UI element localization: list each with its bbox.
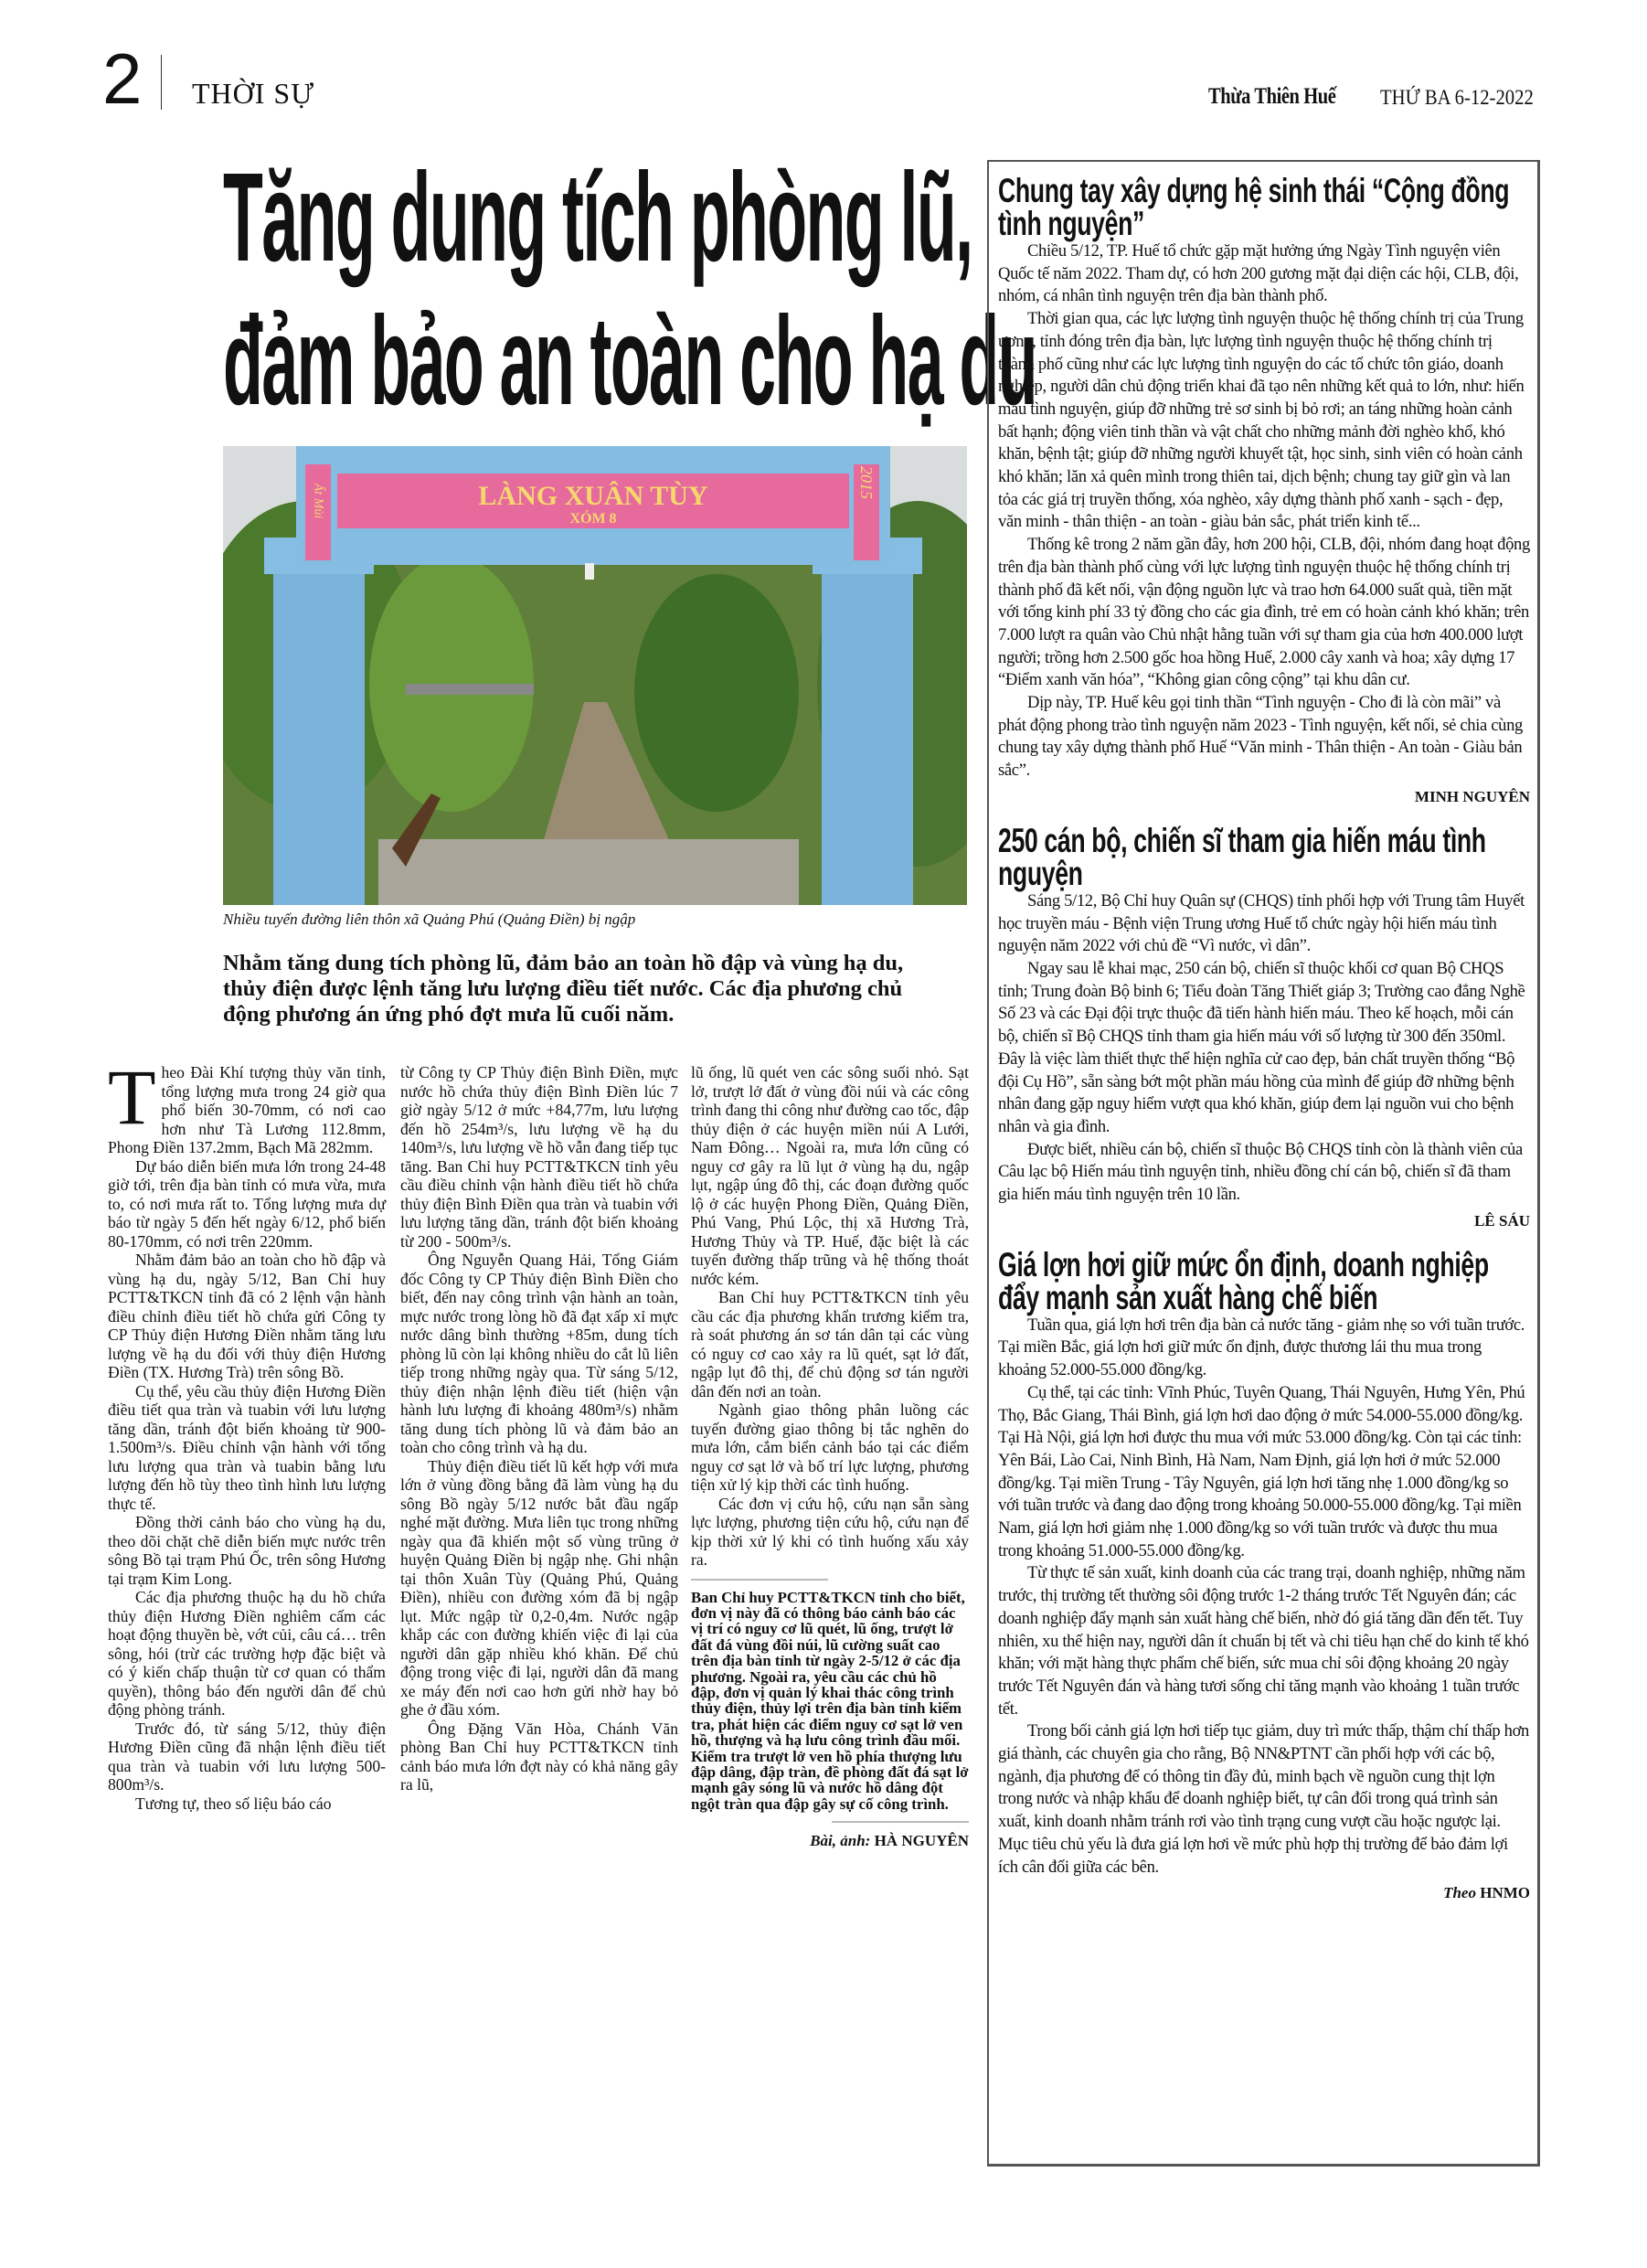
brief-title: 250 cán bộ, chiến sĩ tham gia hiến máu tình nguyện bbox=[998, 821, 1486, 892]
body-paragraph: Các địa phương thuộc hạ du hồ chứa thủy điện Hương Điền nghiêm cấm các hoạt động thuyền bè, vớt củi, câu cá… trên sông, hói (trừ các trường hợp đặc biệt và có ý kiến chấp thuận từ cơ quan có thẩm quyền), thông báo đến người dân để chủ động phòng tránh. bbox=[108, 1588, 386, 1719]
paragraph-text: heo Đài Khí tượng thủy văn tỉnh, tổng lượng mưa trong 24 giờ qua phổ biến 30-70mm, có nơi cao hơn như Tà Lương 112.8mm, Phong Điền 137.2mm, Bạch Mã 282mm. bbox=[108, 1063, 386, 1156]
brief-paragraph: Tuần qua, giá lợn hơi trên địa bàn cả nước tăng - giảm nhẹ so với tuần trước. Tại miền Bắc, giá lợn hơi giữ mức ổn định, được thương lái thu mua trong khoảng 52.000-55.000 đồng/kg. bbox=[998, 1315, 1525, 1380]
brief-paragraph: Được biết, nhiều cán bộ, chiến sĩ thuộc Bộ CHQS tỉnh còn là thành viên của Câu lạc bộ Hiến máu tình nguyện tỉnh, nhiều đồng chí cán bộ, chiến sĩ đã tham gia hiến máu tình nguyện trên 10 lần. bbox=[998, 1139, 1523, 1205]
body-paragraph: Ông Đặng Văn Hòa, Chánh Văn phòng Ban Chỉ huy PCTT&TKCN tỉnh cảnh báo mưa lớn đợt này có khả năng gây ra lũ, bbox=[400, 1719, 678, 1794]
drop-cap: T bbox=[108, 1053, 156, 1141]
sign-main-text: LÀNG XUÂN TÙY bbox=[478, 481, 708, 511]
body-paragraph: Thủy điện điều tiết lũ kết hợp với mưa lớn ở vùng đồng bằng đã làm vùng hạ du sông Bồ ngày 5/12 nước bắt đầu ngấp nghé mặt đường. Mưa liên tục trong những ngày qua đã khiến một số vùng trũng ở huyện Quảng Điền bị ngập nhẹ. Ghi nhận tại thôn Xuân Tùy (Quảng Phú, Quảng Điền), nhiều con đường xóm đã bị ngập lụt. Mức ngập từ 0,2-0,4m. Nước ngập khắp các con đường khiến việc đi lại của người dân gặp nhiều khó khăn. Để chủ động trong việc đi lại, người dân đã mang xe máy đến nơi cao hơn gửi nhờ hay bỏ ghe ở đầu xóm. bbox=[400, 1456, 678, 1719]
body-paragraph: Trước đó, từ sáng 5/12, thủy điện Hương Điền cũng đã nhận lệnh điều tiết qua tràn và tuabin với lưu lượng 500- 800m³/s. bbox=[108, 1719, 386, 1794]
author-name: LÊ SÁU bbox=[1474, 1211, 1530, 1230]
headline-line-2: đảm bảo an toàn cho hạ du bbox=[223, 291, 1036, 431]
issue-date: THỨ BA 6-12-2022 bbox=[1380, 86, 1534, 109]
brief-article bbox=[998, 172, 1530, 806]
brief-paragraph: Thống kê trong 2 năm gần đây, hơn 200 hội, CLB, đội, nhóm đang hoạt động trên địa bàn thành phố cùng với lực lượng tình nguyện thuộc hệ thống chính trị thành phố đã kết nối, vận động nguồn lực và trao hơn 64.000 suất quà, tiền mặt với tổng kinh phí 33 tỷ đồng cho các gia đình, trẻ em có hoàn cảnh khó khăn; trên 7.000 lượt ra quân vào Chủ nhật hằng tuần với sự tham gia của hơn 400.000 lượt người; trồng hơn 2.500 gốc hoa hồng Huế, 2.000 cây xanh và hoa; xây dựng 17 “Điểm xanh văn hóa”, “Không gian công cộng” tại khu dân cư. bbox=[998, 535, 1530, 690]
body-paragraph: Nhằm đảm bảo an toàn cho hồ đập và vùng hạ du, ngày 5/12, Ban Chỉ huy PCTT&TKCN tỉnh đã có 2 lệnh vận hành điều chỉnh điều tiết hồ chứa gửi Công ty CP Thủy điện Hương Điền nhằm tăng lưu lượng về hạ du đối với thủy điện Hương Điền (TX. Hương Trà) trên sông Bồ. bbox=[108, 1251, 386, 1381]
body-column-1 bbox=[108, 1053, 386, 1813]
body-paragraph: Ban Chỉ huy PCTT&TKCN tỉnh yêu cầu các địa phương khẩn trương kiểm tra, rà soát phương án sơ tán dân tại các vùng có nguy cơ cao xảy ra lũ quét, sạt lở đất, ngập lụt đô thị, để chủ động sơ tán người dân đến nơi an toàn. bbox=[691, 1288, 969, 1400]
brief-paragraph: Dịp này, TP. Huế kêu gọi tinh thần “Tình nguyện - Cho đi là còn mãi” và phát động phong trào tình nguyện năm 2023 - Tình nguyện, kết nối, sẻ chia cùng chung tay xây dựng thành phố Huế “Văn minh - Thân thiện - An toàn - Giàu bản sắc”. bbox=[998, 693, 1523, 781]
body-paragraph: từ Công ty CP Thủy điện Bình Điền, mực nước hồ chứa thủy điện Bình Điền lúc 7 giờ ngày 5/12 ở mức +84,77m, lưu lượng đến hồ 254m³/s, lưu lượng về hạ du 140m³/s, lưu lượng về hồ vẫn đang tiếp tục tăng. Ban Chỉ huy PCTT&TKCN tỉnh yêu cầu điều chỉnh vận hành điều tiết hồ chứa thủy điện Bình Điền qua tràn và tuabin với lưu lượng tăng dần, tránh đột biến khoảng từ 200 - 500m³/s. bbox=[400, 1063, 678, 1251]
headline-line-1: Tăng dung tích phòng lũ, bbox=[223, 147, 972, 288]
brief-paragraph: Trong bối cảnh giá lợn hơi tiếp tục giảm, duy trì mức thấp, thậm chí thấp hơn giá thành, các chuyên gia cho rằng, Bộ NN&PTNT cần phối hợp với các bộ, ngành, địa phương để có thông tin đầy đủ, minh bạch về nguồn cung thịt lợn trong nước và nhập khẩu để doanh nghiệp biết, tự cân đối trong quá trình sản xuất, kinh doanh nhằm tránh rơi vào tình trạng cung vượt cầu hoặc ngược lại. Mục tiêu chủ yếu là đưa giá lợn hơi về mức phù hợp thị trường để bảo đảm lợi ích cân đối giữa các bên. bbox=[998, 1721, 1530, 1877]
news-briefs-box bbox=[987, 160, 1540, 2167]
brief-paragraph: Ngay sau lễ khai mạc, 250 cán bộ, chiến sĩ thuộc khối cơ quan Bộ CHQS tỉnh; Trung đoàn Bộ binh 6; Tiểu đoàn Tăng Thiết giáp 3; Trường cao đẳng Nghề Số 23 và các Đại đội trực thuộc đã tiến hành hiến máu. Theo kế hoạch, mỗi cán bộ, chiến sĩ Bộ CHQS tỉnh tham gia hiến máu với số lượng từ 300 đến 350ml. Đây là việc làm thiết thực thể hiện nghĩa cử cao đẹp, bản chất truyền thống “Bộ đội Cụ Hồ”, sẵn sàng bớt một phần máu hồng của mình để giúp đỡ những bệnh nhân đang gặp nguy hiểm vượt qua khó khăn, giúp đem lại nguồn vui cho bệnh nhân và gia đình. bbox=[998, 958, 1525, 1136]
author-prefix: Theo bbox=[1443, 1884, 1476, 1902]
brief-article bbox=[998, 821, 1530, 1230]
newspaper-name: Thừa Thiên Huế bbox=[1208, 84, 1336, 109]
body-paragraph: Đồng thời cảnh báo cho vùng hạ du, theo dõi chặt chẽ diễn biến mực nước trên sông Bồ tại trạm Phú Ốc, trên sông Hương tại trạm Kim Long. bbox=[108, 1513, 386, 1588]
article-byline bbox=[691, 1832, 969, 1851]
body-paragraph: Tương tự, theo số liệu báo cáo bbox=[135, 1794, 332, 1813]
article-lead: Nhằm tăng dung tích phòng lũ, đảm bảo an toàn hồ đập và vùng hạ du, thủy điện được lệnh tăng lưu lượng điều tiết nước. Các địa phương chủ động phương án ứng phó đợt mưa lũ cuối năm. bbox=[223, 951, 904, 1027]
brief-author bbox=[998, 788, 1530, 806]
brief-paragraph: Sáng 5/12, Bộ Chỉ huy Quân sự (CHQS) tỉnh phối hợp với Trung tâm Huyết học truyền máu - Bệnh viện Trung ương Huế tổ chức ngày hội hiến máu tình nguyện năm 2022 với chủ đề “Vì nước, vì dân”. bbox=[998, 890, 1525, 956]
body-paragraph: Dự báo diễn biến mưa lớn trong 24-48 giờ tới, trên địa bàn tỉnh có mưa vừa, mưa to, có nơi mưa rất to. Tổng lượng mưa dự báo từ ngày 5 đến hết ngày 6/12, phổ biến 80-170mm, có nơi trên 220mm. bbox=[108, 1156, 386, 1251]
brief-paragraph: Từ thực tế sản xuất, kinh doanh của các trang trại, doanh nghiệp, những năm trước, thị trường tết thường sôi động trước 1-2 tháng trước Tết Nguyên đán; các doanh nghiệp đẩy mạnh sản xuất hàng chế biến, nhờ đó giá tăng dần đến tết. Tuy nhiên, xu thế hiện nay, người dân ít chuẩn bị tết và chi tiêu hạn chế do kinh tế khó khăn; với mặt hàng thực phẩm chế biến, sức mua chỉ sôi động khoảng 20 ngày trước Tết Nguyên đán và hàng tươi sống chỉ tăng mạnh vào khoảng 1 tuần trước tết. bbox=[998, 1563, 1529, 1719]
right-board-text: 2015 bbox=[857, 466, 876, 499]
body-paragraph: Các đơn vị cứu hộ, cứu nạn sẵn sàng lực lượng, phương tiện cứu hộ, cứu nạn để kịp thời xử lý khi có tình huống xấu xảy ra. bbox=[691, 1494, 969, 1569]
brief-article bbox=[998, 1245, 1530, 1903]
author-name: MINH NGUYÊN bbox=[1414, 787, 1530, 805]
brief-paragraph: Chiều 5/12, TP. Huế tổ chức gặp mặt hưởng ứng Ngày Tình nguyện viên Quốc tế năm 2022. Tham dự, có hơn 200 gương mặt đại diện các hội, CLB, đội, nhóm, cá nhân tình nguyện trên địa bàn thành phố. bbox=[998, 241, 1519, 306]
byline-author: HÀ NGUYÊN bbox=[874, 1832, 969, 1850]
body-column-2 bbox=[400, 1063, 678, 1794]
author-name: HNMO bbox=[1480, 1884, 1530, 1902]
divider bbox=[691, 1579, 828, 1581]
body-paragraph bbox=[108, 1053, 386, 1157]
brief-title: Giá lợn hơi giữ mức ổn định, doanh nghiệp đẩy mạnh sản xuất hàng chế biến bbox=[998, 1245, 1489, 1316]
body-paragraph: Ngành giao thông phân luồng các tuyến đường giao thông bị tắc nghẽn do mưa lớn, cắm biển cảnh báo tại các điểm nguy cơ sạt lở và bố trí lực lượng, phương tiện xử lý kịp thời các tình huống. bbox=[691, 1400, 969, 1494]
sign-sub-text: XÓM 8 bbox=[569, 511, 617, 527]
body-paragraph: lũ ống, lũ quét ven các sông suối nhỏ. Sạt lở, trượt lở đất ở vùng đồi núi và các công trình đang thi công như đường cao tốc, đập thủy điện ở các huyện miền núi A Lưới, Nam Đông… Ngoài ra, mưa lớn cũng có nguy cơ gây ra lũ lụt ở vùng hạ du, ngập lụt, ngập úng đô thị, các đoạn đường quốc lộ ở các huyện Phong Điền, Quảng Điền, Phú Vang, Phú Lộc, thị xã Hương Trà, Hương Thủy và TP. Huế, đặc biệt là các tuyến đường thấp trũng và hệ thống thoát nước kém. bbox=[691, 1063, 969, 1288]
photo-caption: Nhiều tuyến đường liên thôn xã Quảng Phú (Quảng Điền) bị ngập bbox=[223, 910, 636, 928]
article-photo bbox=[223, 446, 967, 905]
brief-title: Chung tay xây dựng hệ sinh thái “Cộng đồng tình nguyện” bbox=[998, 172, 1510, 242]
body-paragraph: Cụ thể, yêu cầu thủy điện Hương Điền điều tiết qua tràn và tuabin với lưu lượng tăng dần, tránh đột biến khoảng từ 900-1.500m³/s. Điều chỉnh vận hành với tổng lưu lượng qua tràn và tuabin bằng lưu lượng đến hồ tùy theo tình hình lưu lượng thực tế. bbox=[108, 1381, 386, 1513]
body-column-3 bbox=[691, 1063, 969, 1851]
brief-author bbox=[998, 1884, 1530, 1902]
page-number: 2 bbox=[102, 38, 143, 119]
header-divider bbox=[161, 55, 162, 110]
brief-paragraph: Cụ thể, tại các tỉnh: Vĩnh Phúc, Tuyên Quang, Thái Nguyên, Hưng Yên, Phú Thọ, Bắc Giang, Thái Bình, giá lợn hơi dao động ở mức 54.000-55.000 đồng/kg. Tại Hà Nội, giá lợn hơi được thu mua với mức 53.000 đồng/kg. Còn tại các tỉnh: Yên Bái, Lào Cai, Ninh Bình, Hà Nam, Nam Định, giá lợn hơi ở mức 52.000 đồng/kg. Tại miền Trung - Tây Nguyên, giá lợn hơi tăng nhẹ 1.000 đồng/kg so với tuần trước và đang dao động trong khoảng 50.000-55.000 đồng/kg. Tại miền Nam, giá lợn hơi giảm nhẹ 1.000 đồng/kg so với tuần trước và được thu mua trong khoảng 51.000-55.000 đồng/kg. bbox=[998, 1382, 1525, 1560]
body-paragraph: Ông Nguyễn Quang Hải, Tổng Giám đốc Công ty CP Thủy điện Bình Điền cho biết, đến nay công trình vận hành an toàn, mực nước trong lòng hồ đã đạt xấp xỉ mực nước dâng bình thường +85m, dung tích phòng lũ còn lại không nhiều do cắt lũ liên tiếp trong những ngày qua. Từ sáng 5/12, thủy điện nhận lệnh điều tiết (hiện vận hành lưu lượng đi khoảng 480m³/s) nhằm tăng dung tích phòng lũ và đảm bảo an toàn cho công trình và hạ du. bbox=[400, 1251, 678, 1456]
divider bbox=[832, 1821, 969, 1823]
byline-prefix: Bài, ảnh: bbox=[810, 1832, 871, 1850]
brief-paragraph: Thời gian qua, các lực lượng tình nguyện thuộc hệ thống chính trị của Trung ương, tỉnh đóng trên địa bàn, lực lượng tình nguyện thuộc hệ thống chính trị thành phố cũng như các lực lượng tình nguyện do các tổ chức tôn giáo, doanh nghiệp, người dân chủ động triển khai đã tạo nên những kết quả to lớn, như: hiến máu tình nguyện, giúp đỡ những trẻ sơ sinh bị bỏ rơi; an táng những hoàn cảnh bất hạnh; động viên tinh thần và vật chất cho những mảnh đời nghèo khổ, khó khăn, bệnh tật; giúp đỡ những người khuyết tật, học sinh, sinh viên có hoàn cảnh khó khăn; lăn xả quên mình trong thiên tai, dịch bệnh; chung tay giữ gìn và lan tỏa các giá trị truyền thống, xóa nghèo, xây dựng thành phố xanh - sạch - đẹp, văn minh - thân thiện - an toàn - giàu bản sắc, phát triển kinh tế... bbox=[998, 309, 1525, 532]
section-name: THỜI SỰ bbox=[192, 77, 315, 110]
highlight-note: Ban Chỉ huy PCTT&TKCN tỉnh cho biết, đơn vị này đã có thông báo cảnh báo các vị trí có nguy cơ lũ quét, lũ ống, trượt lở đất đá vùng đồi núi, lũ cường suất cao trên địa bàn tỉnh từ ngày 2-5/12 ở các địa phương. Ngoài ra, yêu cầu các chủ hồ đập, đơn vị quản lý khai thác công trình thủy điện, thủy lợi trên địa bàn tỉnh kiểm tra, phát hiện các điểm nguy cơ sạt lở ven hồ, thượng và hạ lưu công trình đầu mối. Kiểm tra trượt lở ven hồ phía thượng lưu đập dâng, đập tràn, đề phòng đất đá sạt lở mạnh gây sóng lũ và nước hồ dâng đột ngột tràn qua đập gây sự cố công trình. bbox=[691, 1588, 969, 1813]
left-board-text: Ất Mùi bbox=[311, 483, 325, 519]
brief-author bbox=[998, 1212, 1530, 1230]
